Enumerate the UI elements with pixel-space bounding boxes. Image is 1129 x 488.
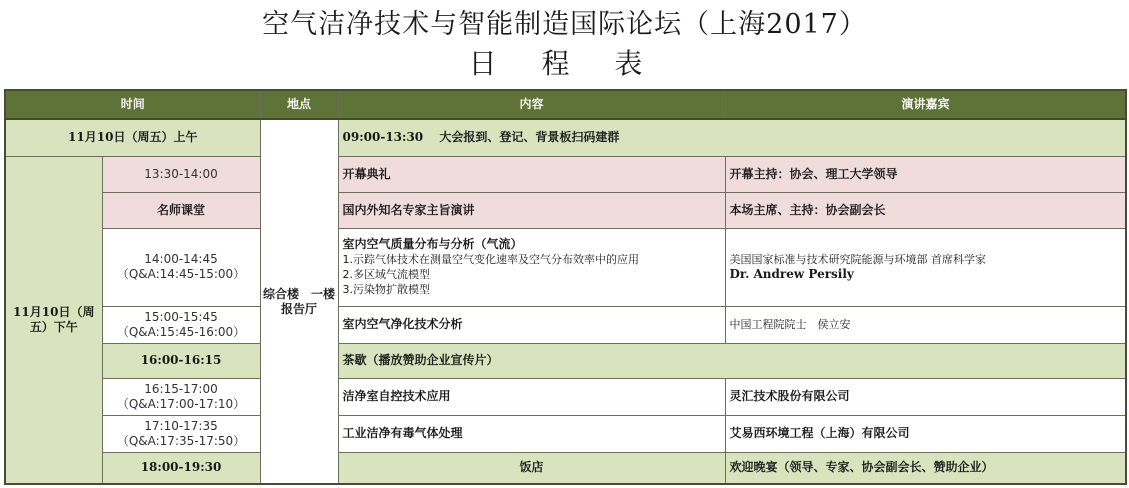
morning-date: 11月10日（周五）上午 [5,119,260,156]
morning-content: 09:00-13:30 大会报到、登记、背景板扫码建群 [338,119,1126,156]
row-speaker: 中国工程院院士 侯立安 [725,306,1126,343]
row-time: 13:30-14:00 [102,156,260,192]
row-time: 15:00-15:45 （Q&A:15:45-16:00） [102,306,260,343]
afternoon-date: 11月10日（周五）下午 [5,156,102,484]
row-time [102,228,260,306]
talk-title: 室内空气质量分布与分析（气流） [342,237,523,251]
row-content: 茶歇（播放赞助企业宣传片） [338,343,1126,378]
table-row [5,119,1126,156]
row-speaker: 本场主席、主持：协会副会长 [725,192,1126,228]
table-row [5,343,1126,378]
venue-main: 综合楼 一楼报告厅 [260,119,338,484]
time-range: 14:00-14:45 [144,252,218,266]
talk-item: 1.示踪气体技术在测量空气变化速率及空气分布效率中的应用 [342,253,640,266]
speaker-name: Dr. Andrew Persily [729,267,854,281]
talk-item: 2.多区域气流模型 [342,268,431,281]
table-row [5,192,1126,228]
row-content: 洁净室自控技术应用 [338,378,725,415]
row-speaker: 艾易西环境工程（上海）有限公司 [725,415,1126,452]
row-speaker: 开幕主持：协会、理工大学领导 [725,156,1126,192]
qa-range: （Q&A:14:45-15:00） [116,267,246,281]
row-time: 16:00-16:15 [102,343,260,378]
table-header-row [5,90,1126,119]
table-row [5,156,1126,192]
page-title: 空气洁净技术与智能制造国际论坛（上海2017） [262,9,867,40]
row-content [338,228,725,306]
row-content: 开幕典礼 [338,156,725,192]
row-time: 名师课堂 [102,192,260,228]
header-speaker: 演讲嘉宾 [725,90,1126,119]
row-content: 工业洁净有毒气体处理 [338,415,725,452]
row-time: 16:15-17:00 （Q&A:17:00-17:10） [102,378,260,415]
row-time: 18:00-19:30 [102,452,260,484]
page-subtitle: 日 程 表 [468,47,661,80]
row-content: 国内外知名专家主旨演讲 [338,192,725,228]
table-row [5,306,1126,343]
speaker-affiliation: 美国国家标准与技术研究院能源与环境部 首席科学家 [729,253,987,266]
venue-dinner: 饭店 [338,452,725,484]
schedule-table [4,89,1127,485]
header-venue: 地点 [260,90,338,119]
table-row [5,228,1126,306]
talk-item: 3.污染物扩散模型 [342,283,431,296]
header-content: 内容 [338,90,725,119]
table-row [5,452,1126,484]
row-speaker [725,228,1126,306]
row-content: 室内空气净化技术分析 [338,306,725,343]
table-row [5,415,1126,452]
row-content: 欢迎晚宴（领导、专家、协会副会长、赞助企业） [725,452,1126,484]
table-row [5,378,1126,415]
header-time: 时间 [5,90,260,119]
row-speaker: 灵汇技术股份有限公司 [725,378,1126,415]
row-time: 17:10-17:35 （Q&A:17:35-17:50） [102,415,260,452]
